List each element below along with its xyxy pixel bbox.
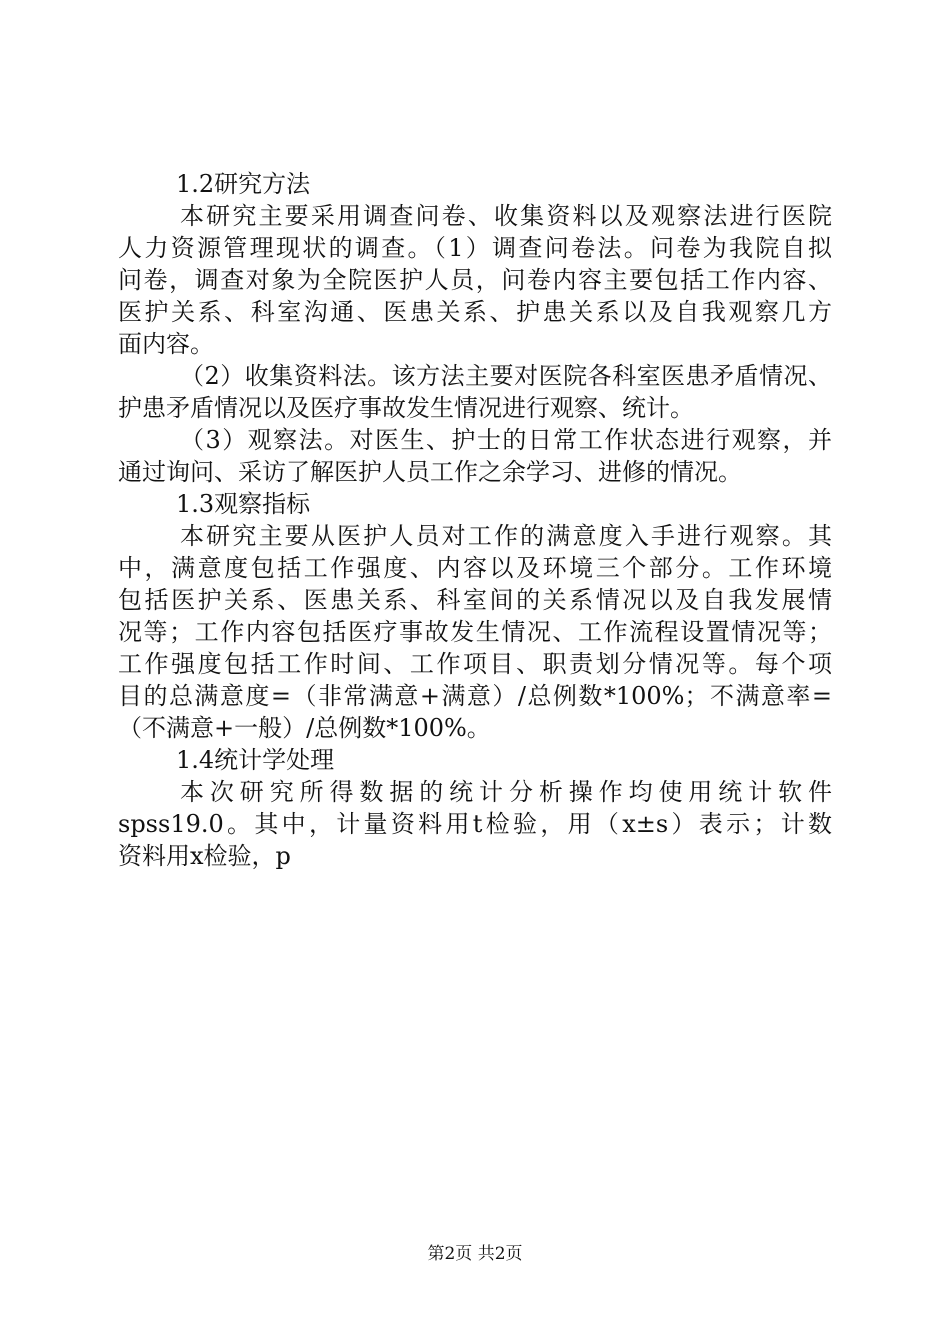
paragraph-line: 况等；工作内容包括医疗事故发生情况、工作流程设置情况等；	[118, 618, 832, 646]
paragraph-line: 中，满意度包括工作强度、内容以及环境三个部分。工作环境	[118, 554, 832, 582]
section-heading-1-3: 1.3观察指标	[176, 490, 311, 518]
paragraph-line: 本研究主要采用调查问卷、收集资料以及观察法进行医院	[180, 202, 832, 230]
paragraph-line: 面内容。	[118, 330, 214, 358]
section-heading-1-2: 1.2研究方法	[176, 170, 311, 198]
section-heading-1-4: 1.4统计学处理	[176, 746, 335, 774]
paragraph-line: 本次研究所得数据的统计分析操作均使用统计软件	[180, 778, 832, 806]
paragraph-line: 通过询问、采访了解医护人员工作之余学习、进修的情况。	[118, 458, 742, 486]
paragraph-line: 目的总满意度=（非常满意+满意）/总例数*100%；不满意率=	[118, 682, 832, 710]
paragraph-line: 医护关系、科室沟通、医患关系、护患关系以及自我观察几方	[118, 298, 832, 326]
paragraph-line: 包括医护关系、医患关系、科室间的关系情况以及自我发展情	[118, 586, 832, 614]
paragraph-line: spss19.0。其中，计量资料用t检验，用（x±s）表示；计数	[118, 810, 832, 838]
paragraph-line: 人力资源管理现状的调查。（1）调查问卷法。问卷为我院自拟	[118, 234, 832, 262]
paragraph-line: 护患矛盾情况以及医疗事故发生情况进行观察、统计。	[118, 394, 694, 422]
paragraph-line: （不满意+一般）/总例数*100%。	[118, 714, 491, 742]
page-number-footer: 第2页 共2页	[427, 1244, 523, 1264]
paragraph-line: 问卷，调查对象为全院医护人员，问卷内容主要包括工作内容、	[118, 266, 832, 294]
paragraph-line: （3）观察法。对医生、护士的日常工作状态进行观察，并	[180, 426, 832, 454]
paragraph-line: 资料用x检验，p	[118, 842, 291, 870]
paragraph-line: 本研究主要从医护人员对工作的满意度入手进行观察。其	[180, 522, 832, 550]
paragraph-line: 工作强度包括工作时间、工作项目、职责划分情况等。每个项	[118, 650, 832, 678]
document-body	[118, 168, 832, 872]
paragraph-line: （2）收集资料法。该方法主要对医院各科室医患矛盾情况、	[180, 362, 832, 390]
